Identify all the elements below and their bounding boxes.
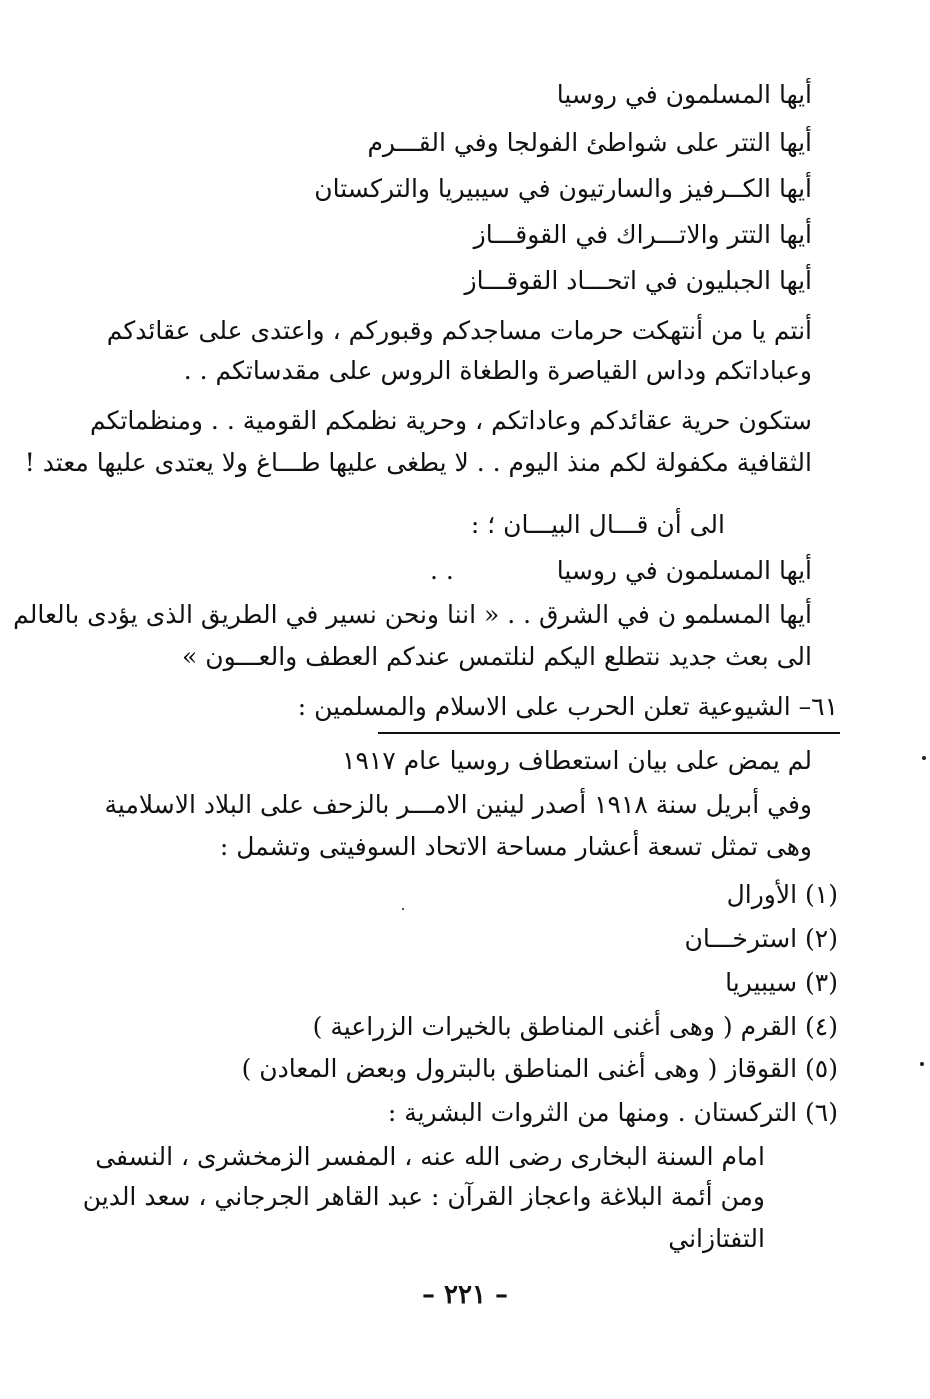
address-line: أيها الجبليون في اتحـــاد القوقـــاز [464, 266, 812, 295]
paragraph-line: لم يمض على بيان استعطاف روسيا عام ١٩١٧ [342, 746, 812, 775]
scan-speck [402, 908, 404, 910]
page-number: – ٢٢١ – [421, 1280, 509, 1310]
paragraph-line: وهى تمثل تسعة أعشار مساحة الاتحاد السوفيتى وتشمل : [219, 832, 812, 861]
paragraph-line: امام السنة البخارى رضى الله عنه ، المفسر الزمخشرى ، النسفى [95, 1142, 765, 1171]
paragraph-line: ومن أئمة البلاغة واعجاز القرآن : عبد القاهر الجرجاني ، سعد الدين [82, 1182, 765, 1211]
paragraph-line: وفي أبريل سنة ١٩١٨ أصدر لينين الامـــر بالزحف على البلاد الاسلامية [104, 790, 812, 819]
dots: . . [430, 556, 454, 585]
continuation-line: الى أن قـــال البيـــان ؛ : [470, 510, 725, 539]
list-item: (١) الأورال [726, 880, 838, 909]
heading-underline [378, 732, 840, 734]
address-line: أيها المسلمون في روسيا [556, 80, 812, 109]
paragraph-line: وعباداتكم وداس القياصرة والطغاة الروس على مقدساتكم . . [183, 356, 812, 385]
scan-speck [920, 1062, 924, 1066]
address-line: أيها المسلمون في روسيا [556, 556, 812, 585]
paragraph-line: ستكون حرية عقائدكم وعاداتكم ، وحرية نظمكم القومية . . ومنظماتكم [90, 406, 812, 435]
address-line: أيها التتر والاتـــراك في القوقـــاز [473, 220, 812, 249]
paragraph-line: التفتازاني [668, 1224, 765, 1253]
list-item: (٦) التركستان . ومنها من الثروات البشرية : [387, 1098, 838, 1127]
address-line: أيها الكــرفيز والسارتيون في سيبيريا والتركستان [314, 174, 812, 203]
paragraph-line: الى بعث جديد نتطلع اليكم لنلتمس عندكم العطف والعـــون » [182, 642, 812, 671]
scan-speck [922, 756, 926, 760]
address-line: أيها التتر على شواطئ الفولجا وفي القـــرم [367, 128, 812, 157]
list-item: (٣) سيبيريا [725, 968, 838, 997]
paragraph-line: أنتم يا من أنتهكت حرمات مساجدكم وقبوركم ، واعتدى على عقائدكم [106, 316, 812, 345]
list-item: (٤) القرم ( وهى أغنى المناطق بالخيرات الزراعية ) [312, 1012, 838, 1041]
section-heading: ٦١– الشيوعية تعلن الحرب على الاسلام والمسلمين : [297, 692, 838, 721]
paragraph-line: أيها المسلمو ن في الشرق . . « اننا ونحن نسير في الطريق الذى يؤدى بالعالم [13, 600, 812, 629]
list-item: (٢) استرخـــان [684, 924, 838, 953]
paragraph-line: الثقافية مكفولة لكم منذ اليوم . . لا يطغى عليها طـــاغ ولا يعتدى عليها معتد ! [24, 448, 812, 477]
list-item: (٥) القوقاز ( وهى أغنى المناطق بالبترول وبعض المعادن ) [241, 1054, 838, 1083]
